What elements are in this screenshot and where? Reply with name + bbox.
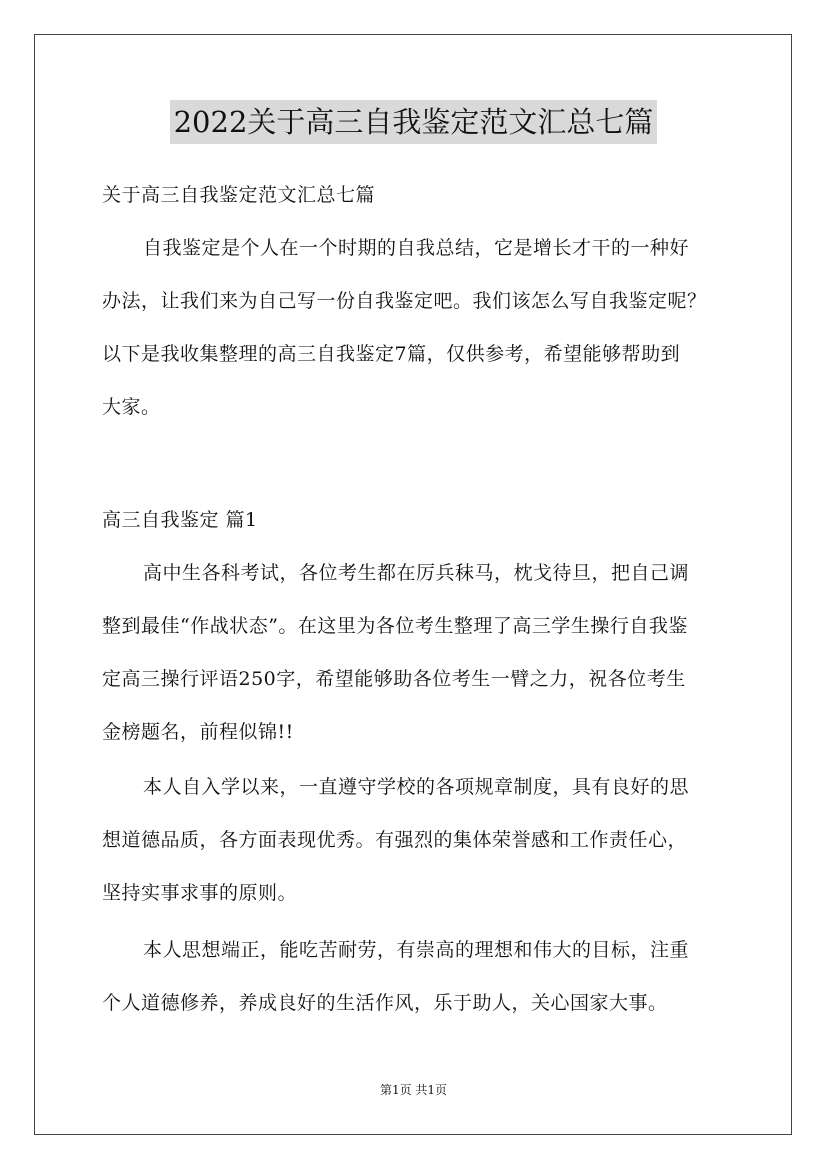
document-title: 2022关于高三自我鉴定范文汇总七篇 (170, 100, 658, 144)
page-number: 第1页 共1页 (379, 1083, 448, 1097)
paragraph-line: 坚持实事求事的原则。 (102, 882, 298, 904)
paragraph-line: 以下是我收集整理的高三自我鉴定7篇，仅供参考，希望能够帮助到 (102, 343, 681, 365)
paragraph-line: 想道德品质，各方面表现优秀。有强烈的集体荣誉感和工作责任心， (102, 829, 688, 851)
paragraph-line: 个人道德修养，养成良好的生活作风，乐于助人，关心国家大事。 (102, 992, 668, 1014)
title-block (0, 100, 827, 144)
section-heading: 关于高三自我鉴定范文汇总七篇 (102, 184, 376, 206)
paragraph-line: 自我鉴定是个人在一个时期的自我总结，它是增长才干的一种好 (143, 237, 690, 259)
paragraph-line: 定高三操行评语250字，希望能够助各位考生一臂之力，祝各位考生 (102, 668, 686, 690)
paragraph-line: 办法，让我们来为自己写一份自我鉴定吧。我们该怎么写自我鉴定呢？ (102, 290, 707, 312)
paragraph-line: 大家。 (102, 396, 161, 418)
paragraph-line: 本人自入学以来，一直遵守学校的各项规章制度，具有良好的思 (143, 776, 690, 798)
paragraph-line: 本人思想端正，能吃苦耐劳，有崇高的理想和伟大的目标，注重 (143, 939, 690, 961)
paragraph-line: 高中生各科考试，各位考生都在厉兵秣马，枕戈待旦，把自己调 (143, 562, 690, 584)
section-heading: 高三自我鉴定 篇1 (102, 509, 258, 531)
paragraph-line: 整到最佳“作战状态”。在这里为各位考生整理了高三学生操行自我鉴 (102, 615, 688, 637)
paragraph-line: 金榜题名，前程似锦!! (102, 721, 294, 743)
